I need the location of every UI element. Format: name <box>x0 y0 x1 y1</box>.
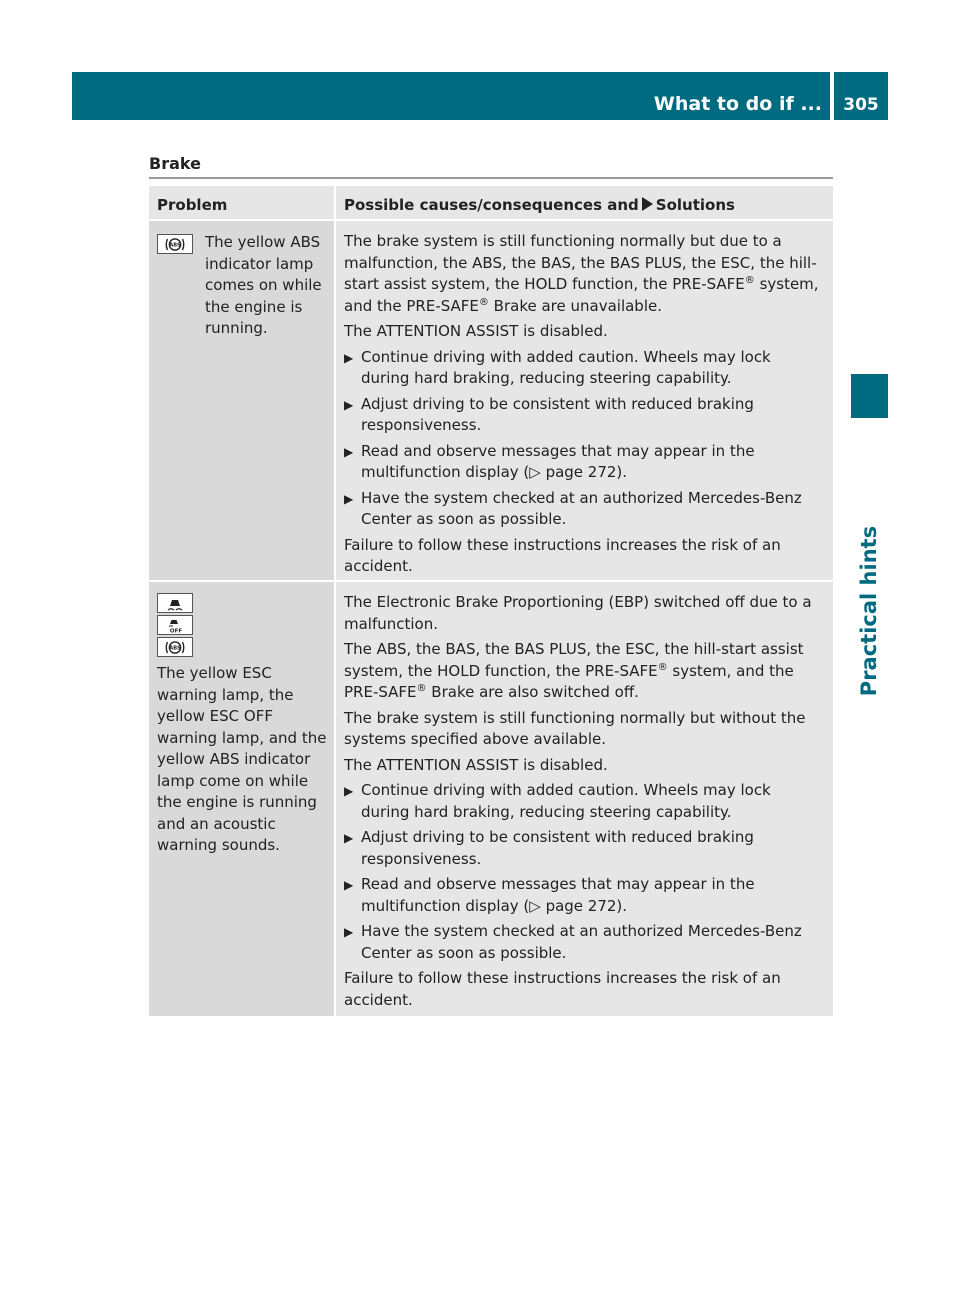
step-arrow-icon: ▶ <box>344 878 354 892</box>
section-divider <box>149 177 833 179</box>
problem-text: The yellow ABS indicator lamp comes on while the engine is running. <box>205 233 322 337</box>
abs-indicator-icon <box>157 234 193 254</box>
cause-paragraph: The Electronic Brake Proportioning (EBP) switched off due to a malfunction. <box>344 593 812 633</box>
solution-step: ▶ Have the system checked at an authorized Mercedes-Benz Center as soon as possible. <box>344 488 821 531</box>
solution-cell <box>336 221 833 580</box>
table-row <box>149 221 833 582</box>
side-tab-label: Practical hints <box>857 525 882 696</box>
page-header-title: What to do if ... <box>653 93 822 115</box>
problem-cell <box>149 582 336 1016</box>
solution-step: ▶ Read and observe messages that may appear in the multifunction display (▷ page 272). <box>344 441 821 484</box>
step-arrow-icon: ▶ <box>344 784 354 798</box>
solution-step: ▶ Have the system checked at an authorized Mercedes-Benz Center as soon as possible. <box>344 921 821 964</box>
page-number: 305 <box>834 72 888 120</box>
abs-indicator-icon <box>157 637 193 657</box>
warning-icons <box>157 593 330 657</box>
problem-text: The yellow ESC warning lamp, the yellow ESC OFF warning lamp, and the yellow ABS indicator lamp come on while the engine is running and an acoustic warning sounds. <box>157 664 327 854</box>
step-arrow-icon: ▶ <box>344 350 354 365</box>
step-arrow-icon: ▶ <box>344 831 354 845</box>
cause-paragraph: The ATTENTION ASSIST is disabled. <box>344 322 608 340</box>
cause-paragraph: The brake system is still functioning normally but without the systems specified above available. <box>344 708 806 748</box>
solution-step: ▶ Continue driving with added caution. Wheels may lock during hard braking, reducing steering capability. <box>344 780 821 823</box>
step-arrow-icon: ▶ <box>344 397 354 412</box>
esc-off-warning-icon <box>157 615 193 635</box>
solution-step: ▶ Adjust driving to be consistent with reduced braking responsiveness. <box>344 827 821 870</box>
side-tab-marker <box>851 374 888 418</box>
step-arrow-icon: ▶ <box>344 925 354 939</box>
header-problem: Problem <box>149 186 336 219</box>
solution-step: ▶ Continue driving with added caution. Wheels may lock during hard braking, reducing steering capability. <box>344 347 821 390</box>
table-row <box>149 582 833 1016</box>
svg-text:ABS: ABS <box>169 242 181 249</box>
solution-step: ▶ Read and observe messages that may appear in the multifunction display (▷ page 272). <box>344 874 821 917</box>
cause-paragraph: The ABS, the BAS, the BAS PLUS, the ESC, the hill-start assist system, the HOLD function, the PRE-SAFE® system, and the PRE-SAFE® Brake are also switched off. <box>344 640 804 701</box>
svg-text:ABS: ABS <box>169 645 181 652</box>
step-arrow-icon: ▶ <box>344 444 354 459</box>
esc-warning-icon <box>157 593 193 613</box>
warning-paragraph: Failure to follow these instructions increases the risk of an accident. <box>344 535 781 575</box>
table-header-row <box>149 186 833 221</box>
solution-step: ▶ Adjust driving to be consistent with reduced braking responsiveness. <box>344 394 821 437</box>
header-solutions-suffix: Solutions <box>655 196 735 214</box>
svg-text:OFF: OFF <box>169 628 183 634</box>
solution-arrow-icon <box>642 197 653 211</box>
cause-paragraph: The brake system is still functioning normally but due to a malfunction, the ABS, the BAS, the BAS PLUS, the ESC, the hill-start assist system, the HOLD function, the PRE-SAFE® system, and the PRE-SAFE® Brake are unavailable. <box>344 232 819 315</box>
step-arrow-icon: ▶ <box>344 491 354 506</box>
problem-cell <box>149 221 336 580</box>
header-solutions <box>336 186 833 219</box>
warning-paragraph: Failure to follow these instructions increases the risk of an accident. <box>344 969 781 1009</box>
brake-table <box>149 186 833 1016</box>
section-title: Brake <box>149 154 201 173</box>
cause-paragraph: The ATTENTION ASSIST is disabled. <box>344 755 608 774</box>
side-tab <box>851 525 888 696</box>
header-solutions-prefix: Possible causes/consequences and <box>344 196 639 214</box>
solution-cell <box>336 582 833 1016</box>
